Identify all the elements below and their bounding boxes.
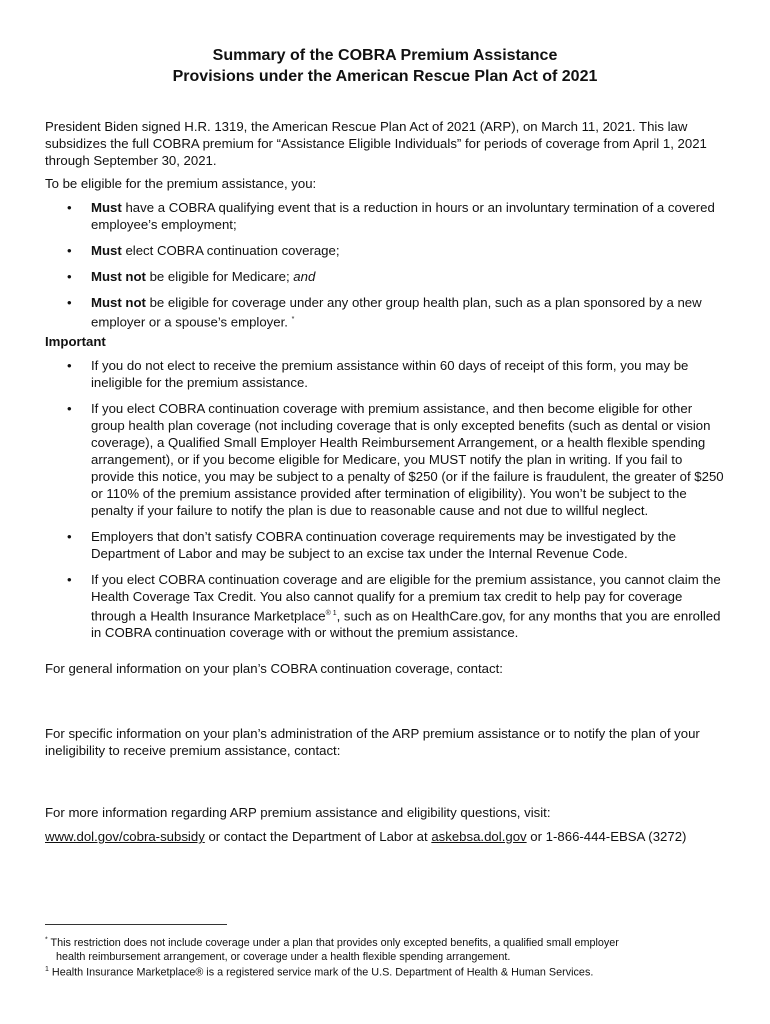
footnote-divider (45, 924, 227, 925)
item-text: If you do not elect to receive the premium assistance within 60 days of receipt of this form, you may be ineligible for the premium assistance. (91, 358, 689, 390)
askebsa-link[interactable]: askebsa.dol.gov (431, 829, 527, 844)
title-line-1: Summary of the COBRA Premium Assistance (212, 47, 558, 64)
item-text: Employers that don’t satisfy COBRA continuation coverage requirements may be investigated by the Department of Labor and may be subject to an excise tax under the Internal Revenue Code. (91, 529, 676, 561)
item-text: have a COBRA qualifying event that is a reduction in hours or an involuntary termination of a covered employee’s employment; (91, 200, 715, 232)
footnote-one (45, 963, 735, 980)
eligibility-item (45, 199, 725, 233)
contact-links-line (45, 828, 735, 845)
important-heading: Important (45, 334, 106, 349)
important-list (45, 357, 725, 650)
footnote-star-text: This restriction does not include coverage under a plan that provides only excepted benefits, a qualified small employer (47, 936, 619, 949)
bullet-icon: • (67, 401, 72, 416)
bullet-icon: • (67, 269, 72, 284)
bullet-icon: • (67, 529, 72, 544)
dol-cobra-link[interactable]: www.dol.gov/cobra-subsidy (45, 829, 205, 844)
contact-tail-text: or 1-866-444-EBSA (3272) (526, 829, 687, 844)
item-text: If you elect COBRA continuation coverage with premium assistance, and then become eligible for other group health plan coverage (not including coverage that is only excepted benefits (such as dental or vision coverage), a Qualified Small Employer Health Reimbursement Arrangement, or a health flexible spending arrangement), or if you become eligible for Medicare, you MUST notify the plan in writing. If you fail to provide this notice, you may be subject to a penalty of $250 (or if the failure is fraudulent, the greater of $250 or 110% of the premium assistance provided after termination of eligibility). You won’t be subject to the penalty if your failure to notify the plan is due to reasonable cause and not due to willful neglect. (91, 401, 724, 518)
footnote-marker: ® 1 (325, 610, 337, 617)
item-text: If you elect COBRA continuation coverage and are eligible for the premium assistance, you cannot claim the Health Coverage Tax Credit. You also cannot qualify for a premium tax credit to help pay for coverage through a Health Insurance Marketplace (91, 572, 721, 624)
item-emphasis: Must (91, 243, 122, 258)
item-text-after: , such as on HealthCare.gov, for any months that you are enrolled in COBRA continuation coverage with or without the premium assistance. (91, 608, 721, 641)
bullet-icon: • (67, 200, 72, 215)
footnote-star (45, 933, 735, 964)
title-line-2: Provisions under the American Rescue Plan Act of 2021 (172, 68, 598, 85)
footnote-one-text: Health Insurance Marketplace® is a registered service mark of the U.S. Department of Health & Human Services. (48, 966, 594, 979)
important-item (45, 357, 725, 391)
eligibility-item (45, 294, 725, 330)
intro-paragraph: President Biden signed H.R. 1319, the American Rescue Plan Act of 2021 (ARP), on March 11, 2021. This law subsidizes the full COBRA premium for “Assistance Eligible Individuals” for periods of coverage from April 1, 2021 through September 30, 2021. (45, 119, 707, 168)
eligibility-list (45, 199, 725, 339)
contact-mid-text: or contact the Department of Labor at (204, 829, 432, 844)
footnote-one-mark: 1 (45, 966, 49, 973)
bullet-icon: • (67, 295, 72, 310)
footnote-star-mark: * (45, 936, 48, 943)
footnote-star-line-2: health reimbursement arrangement, or coverage under a health flexible spending arrangement. (56, 950, 511, 963)
item-emphasis: Must (91, 200, 122, 215)
item-text: elect COBRA continuation coverage; (121, 243, 340, 258)
bullet-icon: • (67, 243, 72, 258)
item-text: be eligible for coverage under any other group health plan, such as a plan sponsored by a new employer or a spouse’s employer. (91, 295, 702, 330)
item-text: be eligible for Medicare; (145, 269, 294, 284)
general-contact-text: For general information on your plan’s COBRA continuation coverage, contact: (45, 661, 503, 676)
eligibility-lead: To be eligible for the premium assistance, you: (45, 176, 317, 191)
item-italic: and (293, 269, 316, 284)
important-item (45, 571, 725, 641)
important-item (45, 400, 725, 519)
bullet-icon: • (67, 358, 72, 373)
more-info-text: For more information regarding ARP premium assistance and eligibility questions, visit: (45, 805, 551, 820)
specific-contact-text: For specific information on your plan’s administration of the ARP premium assistance or to notify the plan of your ineligibility to receive premium assistance, contact: (45, 726, 700, 758)
important-item (45, 528, 725, 562)
eligibility-item (45, 242, 725, 259)
bullet-icon: • (67, 572, 72, 587)
eligibility-item (45, 268, 725, 285)
footnote-star-line-1 (45, 937, 619, 949)
footnote-marker: * (291, 316, 295, 323)
item-emphasis: Must not (91, 269, 146, 284)
item-emphasis: Must not (91, 295, 146, 310)
